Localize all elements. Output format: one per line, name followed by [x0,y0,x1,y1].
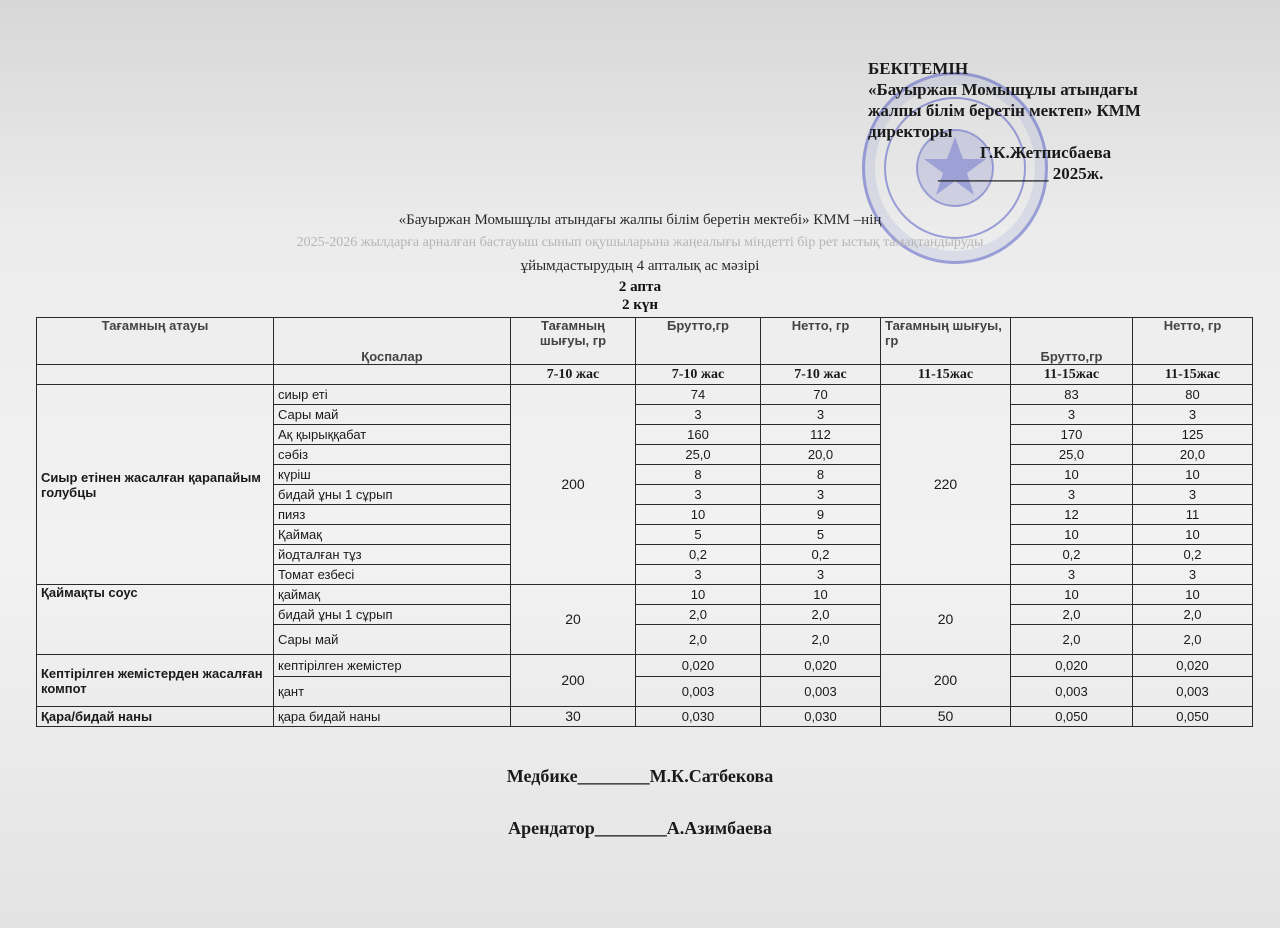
nurse-signature: Медбике________М.К.Сатбекова [506,766,774,786]
brutto-old-cell: 10 [1011,585,1133,605]
netto-young-cell: 5 [761,525,881,545]
approval-line-3: директоры [868,122,953,141]
netto-old-cell: 3 [1133,565,1253,585]
brutto-old-cell: 25,0 [1011,445,1133,465]
netto-old-cell: 11 [1133,505,1253,525]
netto-old-cell: 0,020 [1133,655,1253,677]
brutto-young-cell: 2,0 [636,605,761,625]
brutto-old-cell: 0,003 [1011,677,1133,707]
table-header-row [37,318,1253,365]
title-line-3: ұйымдастырудың 4 апталық ас мәзірі [520,258,760,274]
brutto-old-cell: 0,050 [1011,707,1133,727]
ingredient-cell: Ақ қырыққабат [274,425,511,445]
brutto-old-cell: 170 [1011,425,1133,445]
brutto-old-cell: 2,0 [1011,625,1133,655]
netto-young-cell: 70 [761,385,881,405]
netto-old-cell: 20,0 [1133,445,1253,465]
brutto-young-cell: 74 [636,385,761,405]
yield-old-cell: 20 [881,585,1011,655]
yield-young-cell: 200 [511,655,636,707]
netto-young-cell: 10 [761,585,881,605]
netto-old-cell: 0,2 [1133,545,1253,565]
ingredient-cell: Сары май [274,625,511,655]
age-yield-old: 11-15жас [881,365,1011,385]
brutto-old-cell: 0,020 [1011,655,1133,677]
ingredient-cell: бидай ұны 1 сұрып [274,605,511,625]
age-netto-old: 11-15жас [1133,365,1253,385]
approval-block [868,58,1238,184]
menu-table-body [37,385,1253,727]
netto-old-cell: 2,0 [1133,605,1253,625]
brutto-old-cell: 12 [1011,505,1133,525]
netto-old-cell: 0,003 [1133,677,1253,707]
brutto-old-cell: 83 [1011,385,1133,405]
menu-table [36,317,1253,727]
yield-old-cell: 50 [881,707,1011,727]
table-row [37,385,1253,405]
dish-name: Қаймақты соус [37,585,274,655]
netto-old-cell: 125 [1133,425,1253,445]
netto-young-cell: 2,0 [761,605,881,625]
netto-young-cell: 9 [761,505,881,525]
ingredient-cell: кептірілген жемістер [274,655,511,677]
approval-heading: БЕКІТЕМІН [868,59,969,78]
ingredient-cell: йодталған тұз [274,545,511,565]
dish-name: Қара/бидай наны [37,707,274,727]
yield-old-cell: 200 [881,655,1011,707]
header-netto-old: Нетто, гр [1133,318,1253,365]
approval-signer: Г.К.Жетписбаева [980,143,1112,162]
netto-old-cell: 2,0 [1133,625,1253,655]
approval-line-2: жалпы білім беретін мектеп» КММ [868,101,1141,120]
brutto-old-cell: 0,2 [1011,545,1133,565]
ingredient-cell: Томат езбесі [274,565,511,585]
ingredient-cell: Қаймақ [274,525,511,545]
netto-old-cell: 80 [1133,385,1253,405]
approval-line-1: «Бауыржан Момышұлы атындағы [868,80,1138,99]
brutto-old-cell: 10 [1011,465,1133,485]
dish-name: Сиыр етінен жасалған қарапайым голубцы [37,385,274,585]
table-row [37,707,1253,727]
brutto-young-cell: 0,003 [636,677,761,707]
yield-young-cell: 200 [511,385,636,585]
netto-old-cell: 3 [1133,405,1253,425]
title-line-1: «Бауыржан Момышұлы атындағы жалпы білім беретін мектебі» КММ –нің [398,212,882,228]
netto-old-cell: 10 [1133,525,1253,545]
ingredient-cell: сиыр еті [274,385,511,405]
netto-young-cell: 3 [761,485,881,505]
brutto-young-cell: 3 [636,405,761,425]
brutto-young-cell: 10 [636,585,761,605]
header-yield-young: Тағамның шығуы, гр [511,318,636,365]
brutto-old-cell: 3 [1011,485,1133,505]
netto-young-cell: 112 [761,425,881,445]
netto-old-cell: 3 [1133,485,1253,505]
netto-young-cell: 0,003 [761,677,881,707]
ingredient-cell: қаймақ [274,585,511,605]
brutto-young-cell: 3 [636,485,761,505]
brutto-young-cell: 3 [636,565,761,585]
dish-name: Кептірілген жемістерден жасалған компот [37,655,274,707]
netto-old-cell: 10 [1133,585,1253,605]
ingredient-cell: бидай ұны 1 сұрып [274,485,511,505]
netto-old-cell: 10 [1133,465,1253,485]
ingredient-cell: қара бидай наны [274,707,511,727]
brutto-old-cell: 3 [1011,405,1133,425]
header-yield-old: Тағамның шығуы, гр [881,318,1011,365]
age-netto-young: 7-10 жас [761,365,881,385]
age-yield-young: 7-10 жас [511,365,636,385]
netto-young-cell: 0,030 [761,707,881,727]
brutto-old-cell: 10 [1011,525,1133,545]
approval-date: _____________ 2025ж. [938,164,1104,183]
brutto-young-cell: 2,0 [636,625,761,655]
tenant-signature: Арендатор________А.Азимбаева [508,818,772,838]
title-line-2: 2025-2026 жылдарға арналған бастауыш сынып оқушыларына жаңеалығы міндетті бір рет ыстық тамақтандыруды [296,235,984,250]
header-dish-name: Тағамның атауы [37,318,274,365]
title-week: 2 апта [618,279,662,295]
header-netto-young: Нетто, гр [761,318,881,365]
brutto-young-cell: 160 [636,425,761,445]
netto-young-cell: 0,020 [761,655,881,677]
ingredient-cell: сәбіз [274,445,511,465]
netto-old-cell: 0,050 [1133,707,1253,727]
ingredient-cell: қант [274,677,511,707]
header-brutto-young: Брутто,гр [636,318,761,365]
netto-young-cell: 0,2 [761,545,881,565]
title-day: 2 күн [621,297,659,313]
brutto-young-cell: 0,2 [636,545,761,565]
brutto-old-cell: 3 [1011,565,1133,585]
ingredient-cell: Сары май [274,405,511,425]
age-brutto-young: 7-10 жас [636,365,761,385]
yield-young-cell: 20 [511,585,636,655]
netto-young-cell: 8 [761,465,881,485]
brutto-young-cell: 25,0 [636,445,761,465]
header-ingredients: Қоспалар [274,318,511,365]
brutto-young-cell: 0,020 [636,655,761,677]
ingredient-cell: күріш [274,465,511,485]
netto-young-cell: 2,0 [761,625,881,655]
netto-young-cell: 20,0 [761,445,881,465]
ingredient-cell: пияз [274,505,511,525]
brutto-young-cell: 5 [636,525,761,545]
netto-young-cell: 3 [761,565,881,585]
age-brutto-old: 11-15жас [1011,365,1133,385]
brutto-young-cell: 8 [636,465,761,485]
brutto-young-cell: 10 [636,505,761,525]
netto-young-cell: 3 [761,405,881,425]
yield-young-cell: 30 [511,707,636,727]
header-brutto-old: Брутто,гр [1011,318,1133,365]
yield-old-cell: 220 [881,385,1011,585]
brutto-young-cell: 0,030 [636,707,761,727]
age-row [37,365,1253,385]
brutto-old-cell: 2,0 [1011,605,1133,625]
table-row [37,655,1253,677]
table-row [37,585,1253,605]
